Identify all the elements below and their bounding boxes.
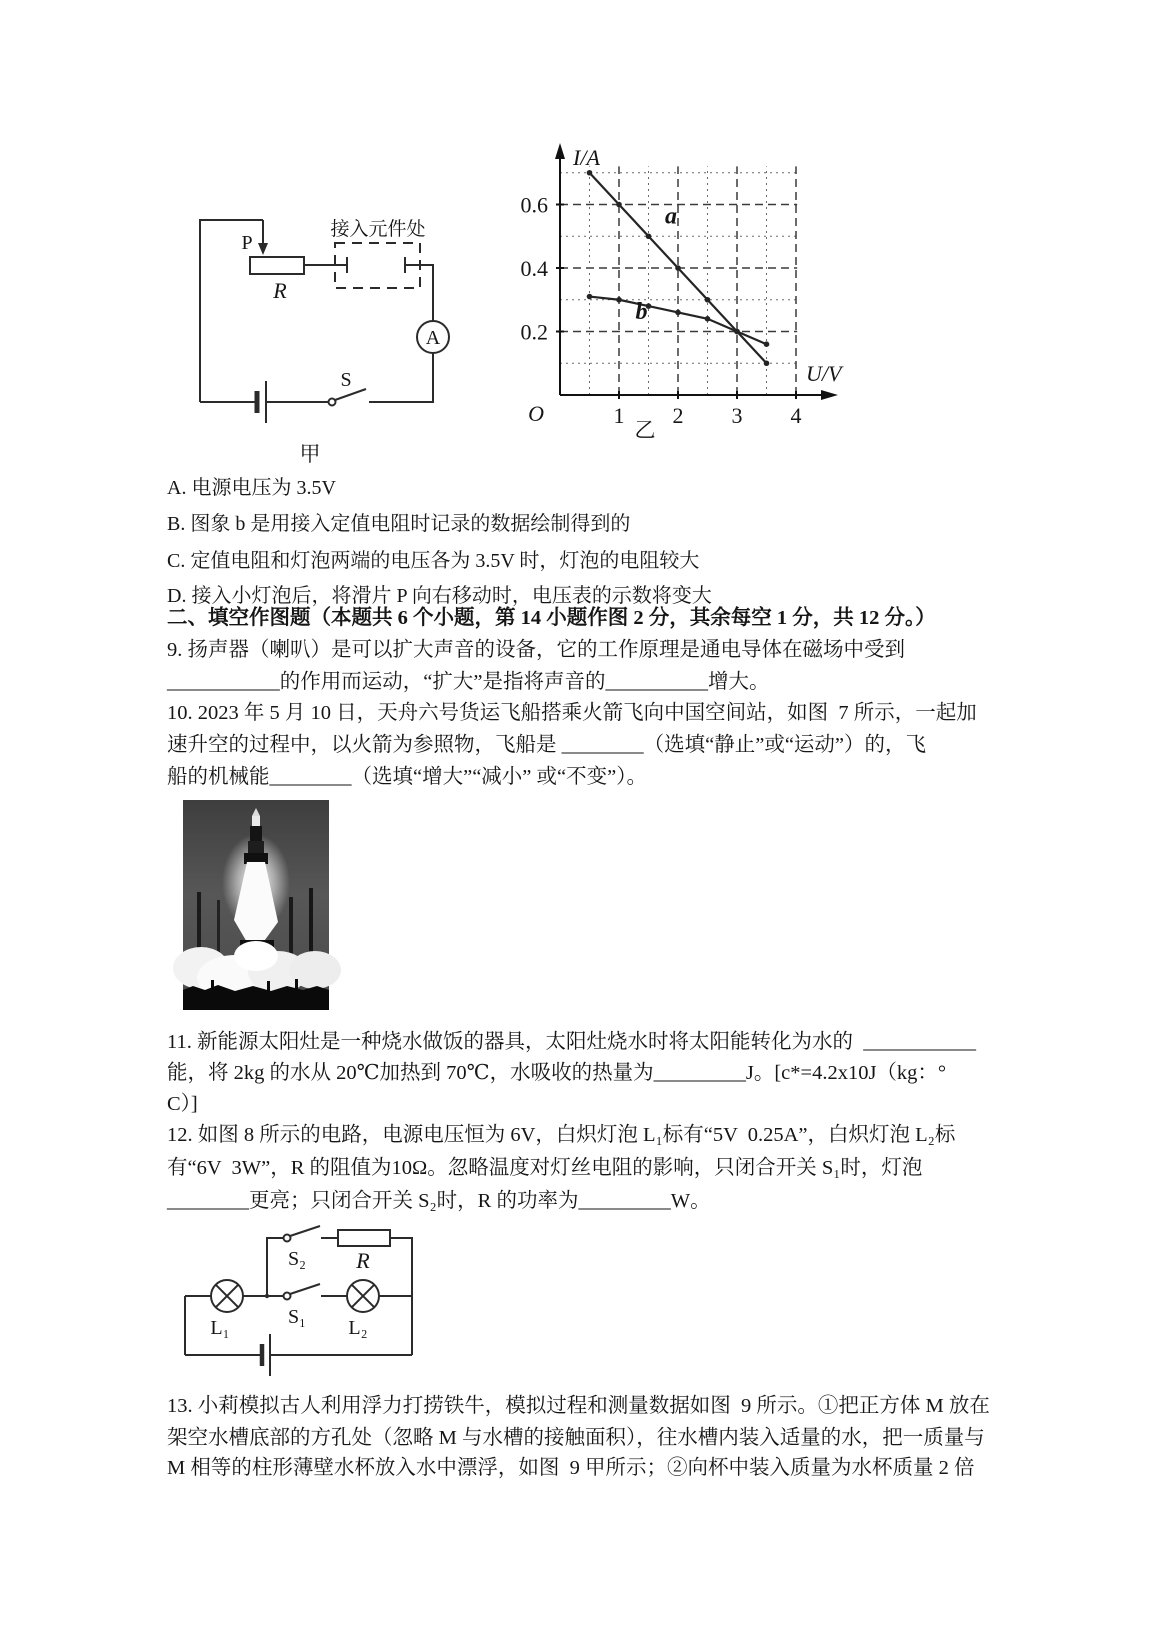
lamp-l2-icon [347, 1280, 379, 1312]
graph-circle [587, 294, 593, 300]
q9-line1: 9. 扬声器（喇叭）是可以扩大声音的设备，它的工作原理是通电导体在磁场中受到 [167, 639, 905, 661]
graph-text: 0.6 [520, 192, 548, 218]
graph-text: 0.2 [520, 319, 548, 345]
option-b: B. 图象 b 是用接入定值电阻时记录的数据绘制得到的 [167, 513, 631, 535]
circuit-diagram-jia [165, 185, 455, 470]
section2-header: 二、填空作图题（本题共 6 个小题，第 14 小题作图 2 分，其余每空 1 分，共 12 分。） [167, 607, 936, 629]
graph-text: I/A [573, 145, 600, 170]
graph-circle [764, 341, 770, 347]
graph-circle [646, 233, 652, 239]
q13-line1: 13. 小莉模拟古人利用浮力打捞铁牛，模拟过程和测量数据如图 9 所示。①把正方体 M 放在 [167, 1395, 990, 1417]
q12-line3: ________更亮；只闭合开关 S₂时，R 的功率为_________W。 [167, 1190, 711, 1212]
graph-text: 4 [790, 403, 802, 428]
rheostat-icon [250, 257, 304, 274]
switch-icon [329, 389, 367, 406]
circuit-wires [200, 220, 433, 402]
iv-characteristic-graph [498, 133, 850, 445]
switch-s2-icon [284, 1226, 321, 1242]
battery-icon [262, 1334, 270, 1376]
option-c: C. 定值电阻和灯泡两端的电压各为 3.5V 时，灯泡的电阻较大 [167, 550, 700, 572]
graph-circle [705, 297, 711, 303]
graph-circle [616, 202, 622, 208]
switch-s1-icon [284, 1284, 321, 1300]
switch-s2-label: S₂ [287, 1248, 307, 1270]
graph-text: 2 [672, 403, 684, 428]
rheostat-label: R [273, 278, 287, 303]
circuit-diagram-fig8 [170, 1215, 430, 1385]
rocket-launch-photo [183, 800, 329, 1010]
graph-circle [616, 297, 622, 303]
q9-line2: ___________的作用而运动，“扩大”是指将声音的__________增大。 [167, 671, 770, 693]
graph-text: a [665, 203, 678, 230]
ammeter-label: A [425, 327, 441, 349]
lamp-l1-label: L₁ [210, 1317, 230, 1339]
switch-s1-label: S₁ [287, 1306, 307, 1328]
lamp-l2-label: L₂ [348, 1317, 368, 1339]
q10-line2: 速升空的过程中，以火箭为参照物，飞船是 ________（选填“静止”或“运动”）的，飞 [167, 734, 927, 756]
q11-line3: C）] [167, 1093, 198, 1115]
lamp-l1-icon [211, 1280, 243, 1312]
graph-circle [705, 316, 711, 322]
graph-path [821, 390, 838, 400]
slider-arrow-icon [258, 243, 268, 255]
graph-text: 1 [613, 403, 625, 428]
switch-label: S [340, 369, 352, 391]
graph-text: O [528, 401, 544, 426]
resistor-r-icon [338, 1230, 390, 1246]
option-a: A. 电源电压为 3.5V [167, 477, 336, 499]
graph-text: 0.4 [520, 256, 548, 281]
graph-circle [587, 170, 593, 176]
graph-text: U/V [806, 361, 842, 386]
graph-text: b [635, 298, 648, 325]
option-d: D. 接入小灯泡后，将滑片 P 向右移动时，电压表的示数将变大 [167, 585, 712, 607]
q11-line2: 能，将 2kg 的水从 20℃加热到 70℃，水吸收的热量为_________J。[c*=4.2x10J（kg：° [167, 1062, 947, 1084]
graph-circle [764, 360, 770, 366]
figure-caption-jia: 甲 [299, 442, 321, 466]
q10-line1: 10. 2023 年 5 月 10 日，天舟六号货运飞船搭乘火箭飞向中国空间站，如图 7 所示，一起加 [167, 702, 977, 724]
element-box-label: 接入元件处 [330, 219, 426, 240]
slider-label: P [241, 232, 253, 254]
graph-circle [675, 310, 681, 316]
q11-line1: 11. 新能源太阳灶是一种烧水做饭的器具，太阳灶烧水时将太阳能转化为水的 ___________ [167, 1031, 976, 1053]
battery-icon [257, 381, 266, 423]
q12-line2: 有“6V 3W”，R 的阻值为10Ω。忽略温度对灯丝电阻的影响，只闭合开关 S₁时，灯泡 [167, 1157, 923, 1179]
resistor-r-label: R [356, 1248, 370, 1273]
q12-line1: 12. 如图 8 所示的电路，电源电压恒为 6V，白炽灯泡 L₁标有“5V 0.25A”，白炽灯泡 L₂标 [167, 1124, 956, 1146]
q13-line3: M 相等的柱形薄壁水杯放入水中漂浮，如图 9 甲所示；②向杯中装入质量为水杯质量 2 倍 [167, 1457, 975, 1479]
graph-text: 3 [731, 403, 743, 428]
q10-line3: 船的机械能________（选填“增大”“减小” 或“不变”）。 [167, 766, 647, 788]
figure-caption-yi: 乙 [634, 418, 656, 442]
q13-line2: 架空水槽底部的方孔处（忽略 M 与水槽的接触面积），往水槽内装入适量的水，把一质量与 [167, 1427, 985, 1449]
graph-circle [675, 265, 681, 271]
graph-circle [734, 329, 740, 335]
graph-path [555, 143, 565, 159]
